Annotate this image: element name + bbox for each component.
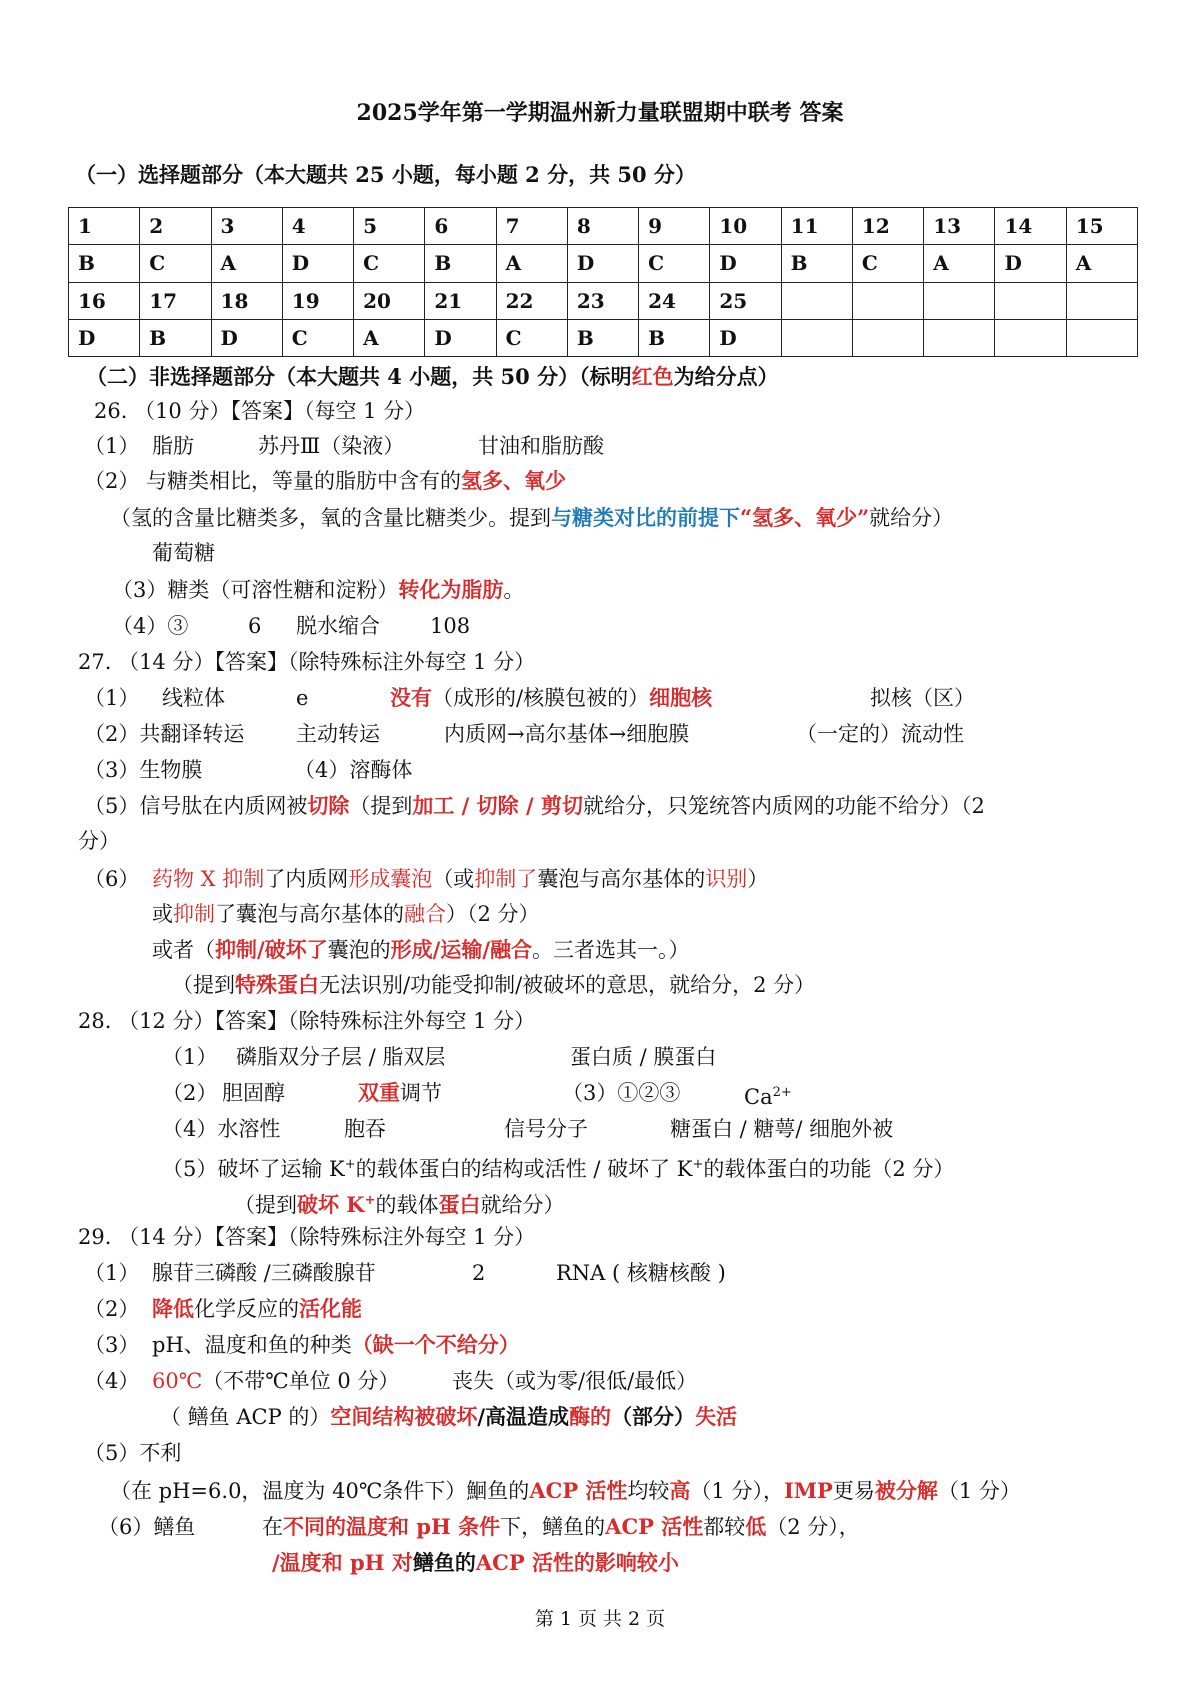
q27-line2d: （一定的）流动性: [796, 722, 964, 746]
table-cell: 13: [924, 208, 995, 245]
table-cell: 11: [781, 208, 852, 245]
q28-line4: （5）破坏了运输 K+的载体蛋白的结构或活性 / 破坏了 K+的载体蛋白的功能（2 分）: [162, 1157, 955, 1181]
table-cell: 19: [282, 282, 353, 319]
table-row-question-numbers: [69, 208, 1138, 245]
q29-line7: （在 pH=6.0，温度为 40℃条件下）鮰鱼的ACP 活性均较高（1 分），IMP更易被分解（1 分）: [110, 1478, 1021, 1503]
table-cell: D: [69, 319, 140, 356]
table-cell: 2: [140, 208, 211, 245]
table-cell: 4: [282, 208, 353, 245]
q26-line6d: 108: [430, 614, 471, 638]
q27-line3a: （3）生物膜: [84, 758, 203, 782]
table-cell: [1066, 282, 1137, 319]
q26-ans-fat: 脂肪: [152, 434, 194, 458]
table-cell: 14: [995, 208, 1066, 245]
table-cell: B: [639, 319, 710, 356]
q27-line1a: （1）: [84, 686, 140, 710]
q27-line2c: 内质网→高尔基体→细胞膜: [444, 722, 690, 746]
q28-line2b: 胆固醇: [222, 1081, 285, 1105]
q28-line3b: 胞吞: [344, 1117, 386, 1141]
table-cell: 21: [425, 282, 496, 319]
table-cell: D: [710, 319, 781, 356]
q26-line1: （1）: [84, 434, 140, 458]
q29-line1b: 腺苷三磷酸 /三磷酸腺苷: [152, 1261, 376, 1285]
table-cell: A: [496, 245, 567, 282]
q28-line1a: （1）: [162, 1045, 218, 1069]
q28-line3d: 糖蛋白 / 糖萼/ 细胞外被: [670, 1117, 894, 1141]
table-cell: C: [496, 319, 567, 356]
q27-line6a: （6）: [84, 867, 140, 891]
table-cell: B: [567, 319, 638, 356]
q29-line1a: （1）: [84, 1261, 140, 1285]
q29-line5: （ 鳝鱼 ACP 的）空间结构被破坏/高温造成酶的（部分）失活: [160, 1404, 738, 1429]
table-cell: 7: [496, 208, 567, 245]
table-cell: [852, 319, 923, 356]
table-cell: 23: [567, 282, 638, 319]
q29-line8a: （6）鳝鱼: [98, 1515, 196, 1539]
q29-line3a: （3）: [84, 1333, 140, 1357]
q27-line9: （提到特殊蛋白无法识别/功能受抑制/被破坏的意思，就给分，2 分）: [172, 972, 816, 997]
q26-line6a: （4）③: [112, 614, 189, 638]
table-cell: [1066, 319, 1137, 356]
page-title: 2025学年第一学期温州新力量联盟期中联考 答案: [356, 100, 844, 126]
q28-line5: （提到破坏 K+的载体蛋白就给分）: [234, 1192, 565, 1217]
q27-line8: 或者（抑制/破坏了囊泡的形成/运输/融合。三者选其一。）: [152, 937, 690, 962]
answer-table: [68, 207, 1138, 357]
q29-line4b: 60℃（不带℃单位 0 分）: [152, 1369, 400, 1393]
q29-line4a: （4）: [84, 1369, 140, 1393]
table-cell: 5: [354, 208, 425, 245]
table-cell: B: [69, 245, 140, 282]
q28-line3a: （4）水溶性: [162, 1117, 281, 1141]
q29-line1d: RNA ( 核糖核酸 ): [556, 1261, 726, 1285]
q26-heading: 26. （10 分）【答案】（每空 1 分）: [94, 399, 426, 423]
table-cell: 18: [211, 282, 282, 319]
table-cell: D: [995, 245, 1066, 282]
table-cell: 10: [710, 208, 781, 245]
table-cell: C: [639, 245, 710, 282]
q27-line1b: 线粒体: [162, 686, 225, 710]
q29-line2: 降低化学反应的活化能: [152, 1296, 362, 1321]
q26-line5: （3）糖类（可溶性糖和淀粉）转化为脂肪。: [112, 577, 525, 602]
q26-line2: （2） 与糖类相比，等量的脂肪中含有的氢多、氧少: [84, 468, 567, 493]
part1-heading: （一）选择题部分（本大题共 25 小题，每小题 2 分，共 50 分）: [75, 162, 696, 187]
table-cell: C: [140, 245, 211, 282]
q27-line7: 或抑制了囊泡与高尔基体的融合）（2 分）: [152, 902, 540, 926]
table-cell: 17: [140, 282, 211, 319]
q29-line6: （5）不利: [84, 1441, 182, 1465]
q27-line2a: （2）共翻译转运: [84, 722, 245, 746]
table-cell: 24: [639, 282, 710, 319]
table-cell: C: [282, 319, 353, 356]
table-cell: D: [710, 245, 781, 282]
q29-line3: pH、温度和鱼的种类（缺一个不给分）: [152, 1332, 520, 1357]
table-cell: 16: [69, 282, 140, 319]
table-row-question-numbers: [69, 282, 1138, 319]
table-cell: [852, 282, 923, 319]
table-cell: D: [567, 245, 638, 282]
q28-line3c: 信号分子: [504, 1117, 588, 1141]
q27-line5: 分）: [78, 829, 120, 853]
q28-line1b: 磷脂双分子层 / 脂双层: [236, 1045, 446, 1069]
table-cell: [924, 282, 995, 319]
q29-line2a: （2）: [84, 1297, 140, 1321]
q26-ans-sudan: 苏丹Ⅲ（染液）: [258, 434, 405, 458]
q27-line6: 药物 X 抑制了内质网形成囊泡（或抑制了囊泡与高尔基体的识别）: [152, 867, 769, 891]
table-cell: D: [211, 319, 282, 356]
table-row-answers: [69, 319, 1138, 356]
table-cell: 1: [69, 208, 140, 245]
table-cell: 15: [1066, 208, 1137, 245]
q28-line1c: 蛋白质 / 膜蛋白: [570, 1045, 717, 1069]
q26-line4: 葡萄糖: [152, 541, 215, 565]
table-cell: A: [924, 245, 995, 282]
table-cell: 12: [852, 208, 923, 245]
q28-line2c: 双重调节: [358, 1080, 442, 1105]
q26-line6c: 脱水缩合: [296, 614, 380, 638]
table-cell: [781, 282, 852, 319]
q29-line8: 在不同的温度和 pH 条件下，鳝鱼的ACP 活性都较低（2 分），: [262, 1514, 860, 1539]
table-cell: 3: [211, 208, 282, 245]
q27-line1d: 没有（成形的/核膜包被的）细胞核: [390, 685, 713, 710]
q28-line2e: $Ca^{2+}$: [744, 1085, 792, 1109]
q27-line4: （5）信号肽在内质网被切除（提到加工 / 切除 / 剪切就给分，只笼统答内质网的功能不给分）（2: [84, 793, 985, 818]
q26-line6b: 6: [248, 614, 262, 638]
q28-line2d: （3）①②③: [562, 1081, 681, 1105]
q28-line2a: （2）: [162, 1081, 218, 1105]
table-cell: C: [354, 245, 425, 282]
q27-line2b: 主动转运: [296, 722, 380, 746]
table-cell: B: [140, 319, 211, 356]
table-cell: D: [425, 319, 496, 356]
q27-heading: 27. （14 分）【答案】（除特殊标注外每空 1 分）: [78, 650, 536, 674]
q26-line3: （氢的含量比糖类多，氧的含量比糖类少。提到与糖类对比的前提下“氢多、氧少”就给分）: [110, 505, 954, 530]
table-cell: 9: [639, 208, 710, 245]
table-cell: 25: [710, 282, 781, 319]
q28-heading: 28. （12 分）【答案】（除特殊标注外每空 1 分）: [78, 1009, 536, 1033]
page-footer: 第 1 页 共 2 页: [534, 1608, 666, 1630]
table-cell: [924, 319, 995, 356]
q29-line4c: 丧失（或为零/很低/最低）: [452, 1369, 698, 1393]
table-cell: 20: [354, 282, 425, 319]
q27-line1e: 拟核（区）: [870, 686, 975, 710]
table-cell: B: [425, 245, 496, 282]
table-cell: B: [781, 245, 852, 282]
table-cell: [781, 319, 852, 356]
q29-line9: /温度和 pH 对鳝鱼的ACP 活性的影响较小: [272, 1550, 679, 1575]
part2-heading: （二）非选择题部分（本大题共 4 小题，共 50 分）（标明红色为给分点）: [86, 364, 779, 389]
q29-heading: 29. （14 分）【答案】（除特殊标注外每空 1 分）: [78, 1225, 536, 1249]
table-cell: A: [211, 245, 282, 282]
q27-line3b: （4）溶酶体: [294, 758, 413, 782]
table-cell: A: [354, 319, 425, 356]
q27-line1c: e: [296, 686, 309, 710]
table-cell: D: [282, 245, 353, 282]
table-cell: A: [1066, 245, 1137, 282]
table-cell: 6: [425, 208, 496, 245]
table-row-answers: [69, 245, 1138, 282]
table-cell: C: [852, 245, 923, 282]
table-cell: [995, 319, 1066, 356]
table-cell: [995, 282, 1066, 319]
q29-line1c: 2: [472, 1261, 486, 1285]
q26-ans-glycerol: 甘油和脂肪酸: [478, 434, 604, 458]
table-cell: 22: [496, 282, 567, 319]
table-cell: 8: [567, 208, 638, 245]
